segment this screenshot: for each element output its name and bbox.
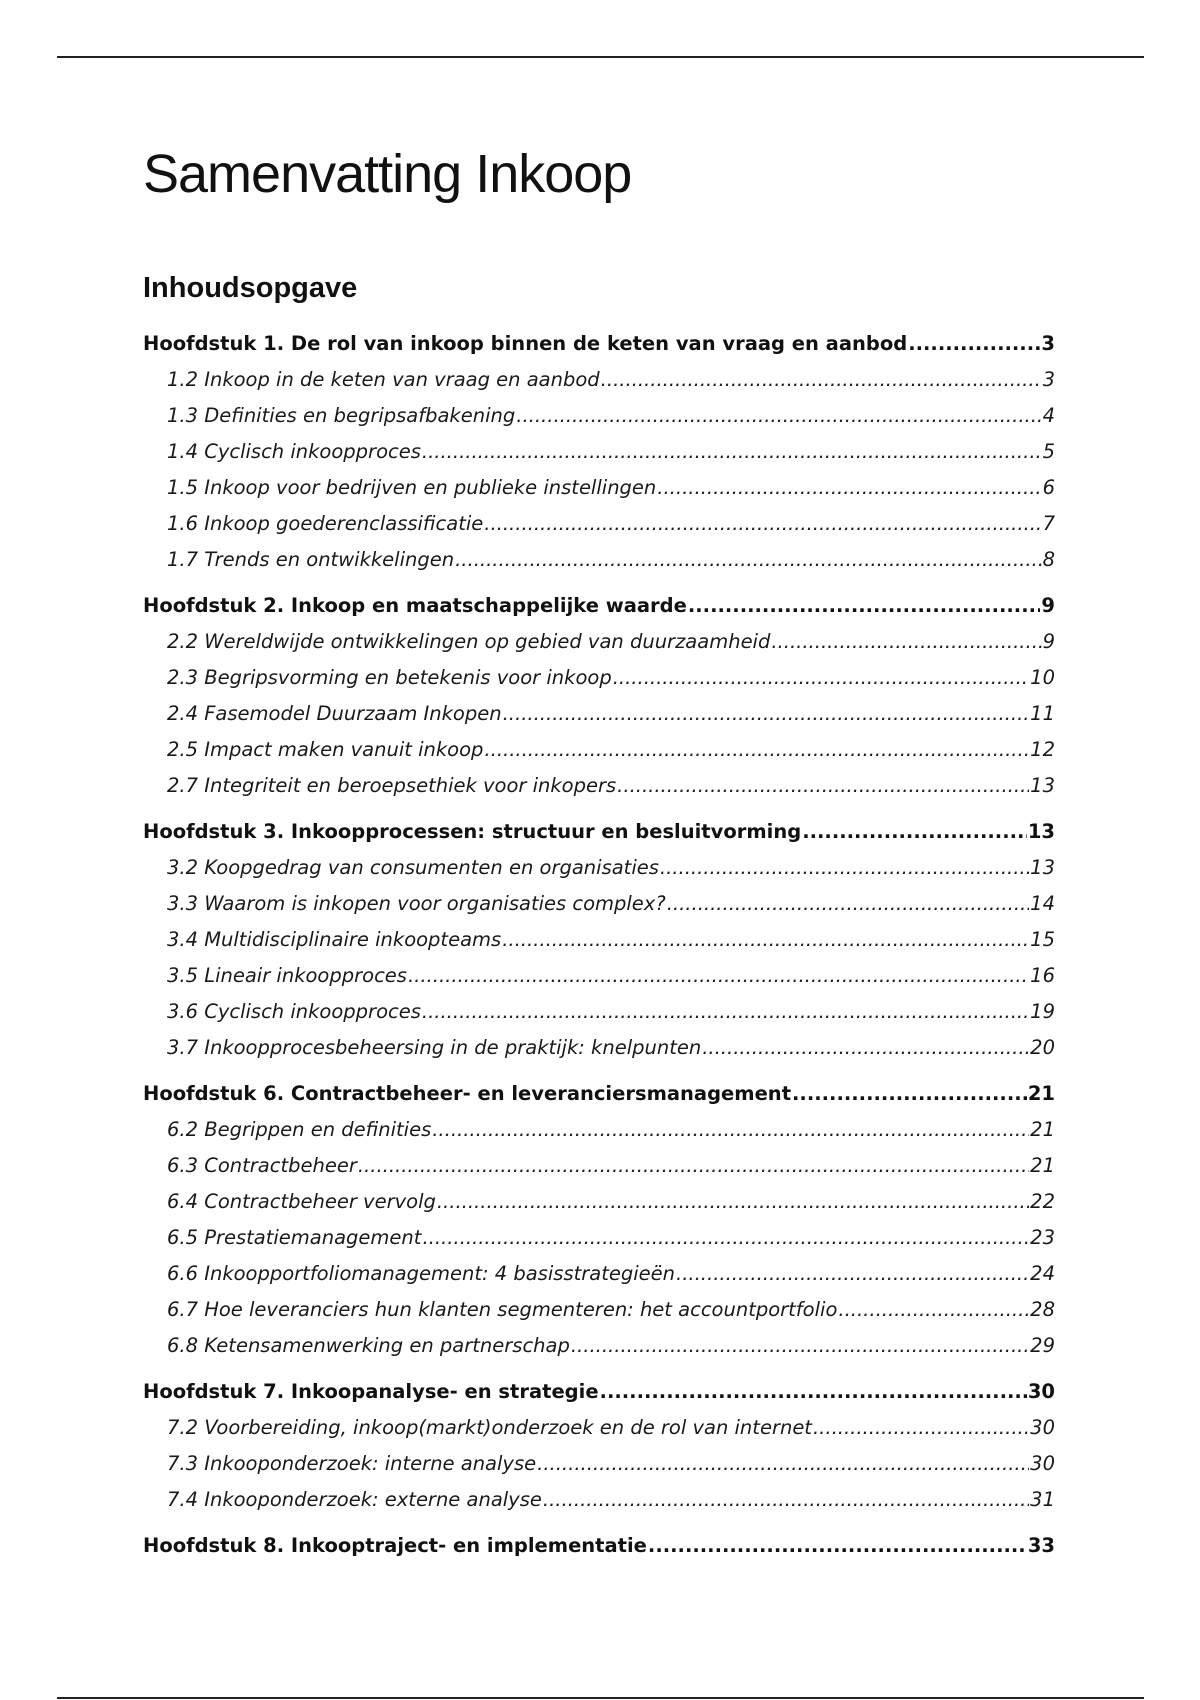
toc-page-number: 13: [1030, 774, 1055, 797]
toc-page-number: 31: [1030, 1488, 1055, 1511]
toc-section-title: 6.4 Contractbeheer vervolg: [167, 1190, 436, 1213]
toc-section-title: 2.5 Impact maken vanuit inkoop: [167, 738, 484, 761]
toc-section-entry[interactable]: [143, 768, 1055, 804]
toc-page-number: 8: [1042, 548, 1055, 571]
toc-page-number: 22: [1030, 1190, 1055, 1213]
toc-section-title: 7.2 Voorbereiding, inkoop(markt)onderzoek en de rol van internet: [167, 1416, 812, 1439]
toc-chapter-entry[interactable]: [143, 1528, 1055, 1564]
toc-dot-leader: [455, 542, 1041, 578]
toc-page-number: 10: [1030, 666, 1055, 689]
toc-section-title: 1.7 Trends en ontwikkelingen: [167, 548, 455, 571]
toc-page-number: 13: [1030, 856, 1055, 879]
toc-dot-leader: [617, 768, 1029, 804]
toc-dot-leader: [422, 434, 1042, 470]
toc-page-number: 29: [1030, 1334, 1055, 1357]
toc-page-number: 15: [1030, 928, 1055, 951]
toc-chapter-title: Hoofdstuk 6. Contractbeheer- en leveranciersmanagement: [143, 1082, 792, 1105]
toc-section-entry[interactable]: [143, 1148, 1055, 1184]
toc-section-entry[interactable]: [143, 506, 1055, 542]
toc-section-entry[interactable]: [143, 1220, 1055, 1256]
toc-section-entry[interactable]: [143, 732, 1055, 768]
toc-page-number: 6: [1042, 476, 1055, 499]
toc-dot-leader: [571, 1328, 1029, 1364]
toc-dot-leader: [422, 994, 1029, 1030]
toc-chapter-entry[interactable]: [143, 1374, 1055, 1410]
toc-dot-leader: [613, 660, 1029, 696]
toc-page-number: 5: [1042, 440, 1055, 463]
toc-section-title: 6.3 Contractbeheer: [167, 1154, 357, 1177]
toc-section-entry[interactable]: [143, 624, 1055, 660]
toc-section-entry[interactable]: [143, 1184, 1055, 1220]
toc-page-number: 16: [1030, 964, 1055, 987]
toc-dot-leader: [813, 1410, 1029, 1446]
toc-section-entry[interactable]: [143, 922, 1055, 958]
toc-section-title: 1.2 Inkoop in de keten van vraag en aanbod: [167, 368, 600, 391]
toc-page-number: 23: [1030, 1226, 1055, 1249]
toc-dot-leader: [802, 814, 1027, 850]
toc-section-title: 3.3 Waarom is inkopen voor organisaties complex?: [167, 892, 666, 915]
toc-page-number: 19: [1030, 1000, 1055, 1023]
toc-page-number: 21: [1030, 1118, 1055, 1141]
toc-section-entry[interactable]: [143, 850, 1055, 886]
toc-dot-leader: [503, 696, 1030, 732]
toc-section-title: 3.2 Koopgedrag van consumenten en organisaties: [167, 856, 659, 879]
toc-section-title: 1.6 Inkoop goederenclassificatie: [167, 512, 484, 535]
toc-page-number: 14: [1030, 892, 1055, 915]
toc-dot-leader: [657, 470, 1041, 506]
toc-dot-leader: [601, 362, 1042, 398]
toc-section-title: 1.3 Definities en begripsafbakening: [167, 404, 516, 427]
toc-page-number: 4: [1042, 404, 1055, 427]
toc-page-number: 3: [1042, 368, 1055, 391]
toc-section-entry[interactable]: [143, 660, 1055, 696]
toc-section-title: 2.7 Integriteit en beroepsethiek voor inkopers: [167, 774, 617, 797]
toc-section-entry[interactable]: [143, 542, 1055, 578]
toc-page-number: 21: [1030, 1154, 1055, 1177]
toc-section-title: 3.7 Inkoopprocesbeheersing in de praktijk: knelpunten: [167, 1036, 702, 1059]
toc-dot-leader: [660, 850, 1029, 886]
toc-section-title: 6.5 Prestatiemanagement: [167, 1226, 422, 1249]
toc-section-title: 3.5 Lineair inkoopproces: [167, 964, 407, 987]
toc-page-number: 30: [1027, 1380, 1055, 1403]
table-of-contents: [143, 326, 1055, 1564]
toc-chapter-title: Hoofdstuk 3. Inkoopprocessen: structuur en besluitvorming: [143, 820, 802, 843]
toc-section-title: 1.4 Cyclisch inkoopproces: [167, 440, 421, 463]
toc-page-number: 30: [1030, 1416, 1055, 1439]
toc-section-entry[interactable]: [143, 1410, 1055, 1446]
toc-section-title: 7.4 Inkooponderzoek: externe analyse: [167, 1488, 542, 1511]
toc-dot-leader: [667, 886, 1029, 922]
toc-dot-leader: [792, 1076, 1027, 1112]
header-rule: [57, 56, 1144, 58]
toc-section-entry[interactable]: [143, 1446, 1055, 1482]
toc-section-entry[interactable]: [143, 1292, 1055, 1328]
toc-section-entry[interactable]: [143, 434, 1055, 470]
toc-section-title: 2.4 Fasemodel Duurzaam Inkopen: [167, 702, 502, 725]
toc-section-entry[interactable]: [143, 1328, 1055, 1364]
toc-dot-leader: [702, 1030, 1029, 1066]
toc-chapter-title: Hoofdstuk 7. Inkoopanalyse- en strategie: [143, 1380, 599, 1403]
toc-chapter-title: Hoofdstuk 1. De rol van inkoop binnen de keten van vraag en aanbod: [143, 332, 908, 355]
toc-section-entry[interactable]: [143, 1256, 1055, 1292]
toc-dot-leader: [422, 1220, 1029, 1256]
toc-page-number: 9: [1041, 594, 1055, 617]
toc-section-entry[interactable]: [143, 886, 1055, 922]
toc-dot-leader: [408, 958, 1029, 994]
toc-page-number: 21: [1027, 1082, 1055, 1105]
toc-dot-leader: [432, 1112, 1029, 1148]
toc-section-entry[interactable]: [143, 470, 1055, 506]
toc-section-entry[interactable]: [143, 958, 1055, 994]
toc-dot-leader: [502, 922, 1029, 958]
toc-section-title: 2.3 Begripsvorming en betekenis voor inkoop: [167, 666, 612, 689]
toc-section-title: 1.5 Inkoop voor bedrijven en publieke instellingen: [167, 476, 657, 499]
footer-rule: [57, 1697, 1144, 1699]
toc-dot-leader: [676, 1256, 1029, 1292]
toc-section-title: 7.3 Inkooponderzoek: interne analyse: [167, 1452, 537, 1475]
toc-dot-leader: [543, 1482, 1029, 1518]
toc-dot-leader: [600, 1374, 1027, 1410]
toc-dot-leader: [648, 1528, 1027, 1564]
toc-section-title: 6.2 Begrippen en definities: [167, 1118, 432, 1141]
toc-section-entry[interactable]: [143, 1482, 1055, 1518]
toc-chapter-title: Hoofdstuk 2. Inkoop en maatschappelijke waarde: [143, 594, 687, 617]
toc-section-entry[interactable]: [143, 696, 1055, 732]
toc-page-number: 12: [1030, 738, 1055, 761]
toc-dot-leader: [358, 1148, 1029, 1184]
toc-dot-leader: [484, 506, 1041, 542]
toc-section-entry[interactable]: [143, 1030, 1055, 1066]
toc-page-number: 9: [1042, 630, 1055, 653]
toc-page-number: 13: [1027, 820, 1055, 843]
toc-chapter-entry[interactable]: [143, 814, 1055, 850]
toc-chapter-entry[interactable]: [143, 1076, 1055, 1112]
toc-dot-leader: [484, 732, 1029, 768]
toc-section-title: 3.6 Cyclisch inkoopproces: [167, 1000, 421, 1023]
toc-page-number: 24: [1030, 1262, 1055, 1285]
toc-dot-leader: [908, 326, 1040, 362]
toc-section-title: 6.7 Hoe leveranciers hun klanten segmenteren: het accountportfolio: [167, 1298, 838, 1321]
toc-dot-leader: [688, 588, 1041, 624]
toc-page-number: 3: [1041, 332, 1055, 355]
toc-section-entry[interactable]: [143, 994, 1055, 1030]
toc-page-number: 28: [1030, 1298, 1055, 1321]
toc-section-entry[interactable]: [143, 362, 1055, 398]
toc-page-number: 33: [1027, 1534, 1055, 1557]
toc-section-title: 2.2 Wereldwijde ontwikkelingen op gebied van duurzaamheid: [167, 630, 771, 653]
toc-section-title: 6.6 Inkoopportfoliomanagement: 4 basisstrategieën: [167, 1262, 676, 1285]
toc-page-number: 20: [1030, 1036, 1055, 1059]
toc-page-number: 7: [1042, 512, 1055, 535]
toc-section-entry[interactable]: [143, 1112, 1055, 1148]
toc-section-title: 6.8 Ketensamenwerking en partnerschap: [167, 1334, 570, 1357]
document-title: Samenvatting Inkoop: [143, 144, 632, 204]
toc-dot-leader: [838, 1292, 1029, 1328]
toc-chapter-entry[interactable]: [143, 326, 1055, 362]
toc-heading: Inhoudsopgave: [143, 272, 358, 304]
toc-chapter-entry[interactable]: [143, 588, 1055, 624]
toc-dot-leader: [771, 624, 1041, 660]
toc-section-entry[interactable]: [143, 398, 1055, 434]
toc-dot-leader: [537, 1446, 1029, 1482]
toc-page-number: 11: [1030, 702, 1055, 725]
toc-section-title: 3.4 Multidisciplinaire inkoopteams: [167, 928, 502, 951]
toc-dot-leader: [516, 398, 1041, 434]
toc-dot-leader: [437, 1184, 1029, 1220]
toc-page-number: 30: [1030, 1452, 1055, 1475]
toc-chapter-title: Hoofdstuk 8. Inkooptraject- en implementatie: [143, 1534, 647, 1557]
